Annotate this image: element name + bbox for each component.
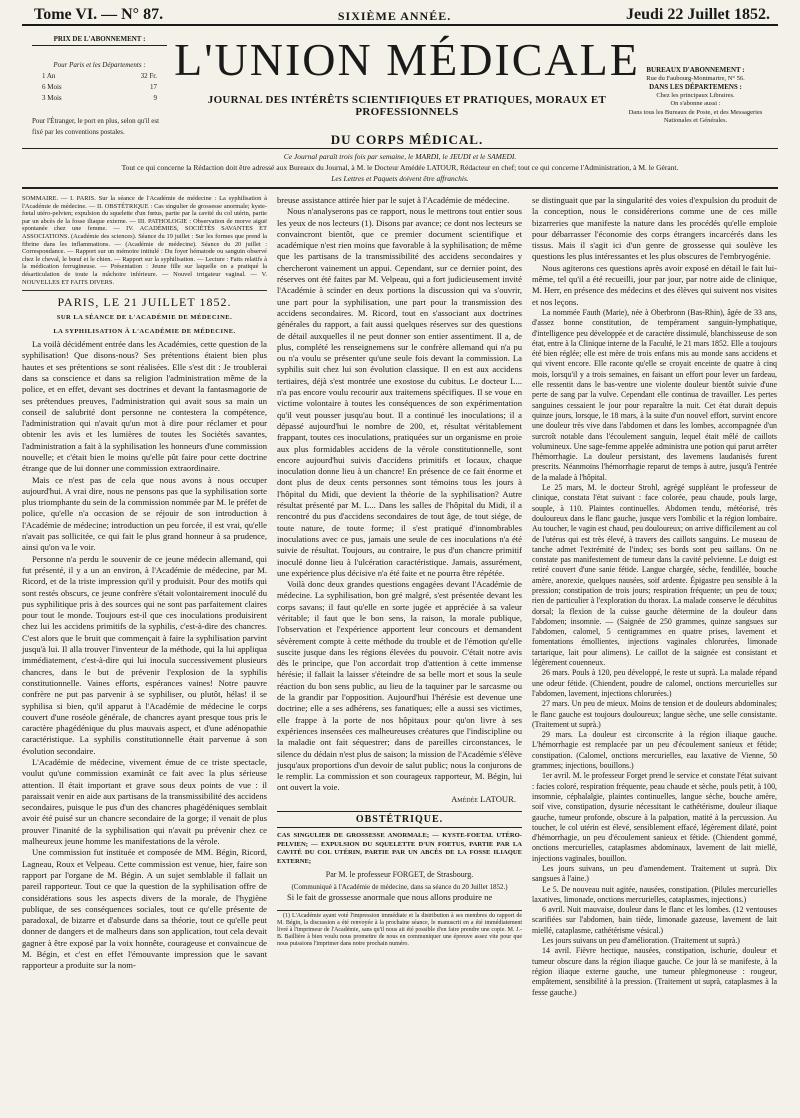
paragraph: Si le fait de grossesse anormale que nous allons produire ne [287,892,493,903]
paragraph: Personne n'a perdu le souvenir de ce jeune médecin allemand, qui fut présenté, il y a un an environ, à l'Académie de médecine, par M. Ricord, et de la triste impression qu'il y produisit. Pour des motifs qui sont restés obscurs, ce jeune confrère s'était volontairement inoculé du pus syphilitique pris à des sources qui ne sont pas parfaitement claires pour tout le monde. Toujours est-il que ces inoculations produisirent chez lui les accidens primitifs de la syphilis, c'est-à-dire des chancres. C'est alors que le bruit que commençait à faire la syphilisation parvint jusqu'à lui. Il alla trouver l'inventeur de la méthode, qui la lui appliqua immédiatement, c'est-à-dire qui lui inocula successivement plusieurs chancres, dans le but de prévenir l'explosion de la syphilis constitutionnelle. Vaines efforts, espérances vaines! Notre pauvre confrère ne put pas parvenir à se syphiliser, ou plutôt, hélas! il se syphilisa si bien, qu'il apparut à l'Académie de médecine le corps couvert d'une roséole générale, de chancres ayant presque tous pris le caractère phagédénique du plus mauvais aspect, et d'une adénopathie caractéristique. La syphilis constitutionnelle était parvenue à son évolution secondaire. [22,553,267,756]
case-paragraph: Le 5. De nouveau nuit agitée, nausées, constipation. (Pilules mercurielles laxatives, limonade, onctions mercurielles, cataplasmes, injections.) [532,884,777,904]
frequency-line: Ce Journal paraît trois fois par semaine, le MARDI, le JEUDI et le SAMEDI. [283,152,517,161]
header-bar [22,0,778,26]
offices-also: On s'abonne aussi : [670,100,721,107]
case-paragraph: 26 mars. Pouls à 120, peu développé, le reste ut suprà. La malade répand une odeur fétide. (Chiendent, poudre de calomel, onctions mercurielles sur l'abdomen, lavement, injections chlorurées.) [532,668,777,698]
year-label: SIXIÈME ANNÉE. [337,9,452,23]
subscription-prices [32,34,167,138]
case-paragraph: 29 mars. La douleur est circonscrite à la région iliaque gauche. L'hémorrhagie est remplacée par un peu d'écoulement sanieux et fétide; constipation. (Calomel, onctions mercurielles, eau laxative de Vienne, 50 grammes; injections, bouillons.) [532,730,777,771]
prices-subheading: Pour Paris et les Départements : [53,61,146,69]
journal-subtitle-2: DU CORPS MÉDICAL. [330,132,484,147]
subscription-offices [623,66,768,126]
postage-line: Les Lettres et Paquets doivent être affranchis. [331,174,469,183]
column-2 [277,195,522,998]
author-signature: Amédée LATOUR. [451,793,516,804]
issue-date: Jeudi 22 Juillet 1852. [625,6,770,23]
foreign-price-note: Pour l'Étranger, le port en plus, selon qu'il est fixé par les conventions postales. [32,117,160,136]
offices-address: Rue du Faubourg-Montmartre, N° 56. [646,74,745,82]
section-heading: SUR LA SÉANCE DE L'ACADÉMIE DE MÉDECINE. [56,314,233,322]
title-block [172,28,642,148]
offices-departments: DANS LES DÉPARTEMENS : [649,83,742,91]
tome-number: Tome VI. — N° 87. [34,6,164,23]
paragraph: La voilà décidément entrée dans les Académies, cette question de la syphilisation! Que disons-nous? Ses prétentions étaient bien plus hautes et ses prétentions se sont réalisées. Elle s'est dit : Je troublerai dans sa conscience et dans sa religion l'administration même de la police, et en effet, devant ses doctrines et devant la fantasmagorie de ses prétendues preuves, l'administration qui avait sous sa main un conseil de salubrité dont personne ne contestera la compétence, l'administration qui n'avait qu'un mot à dire pour réclamer et pour obtenir les avis et les lumières de toutes les Sociétés savantes, l'administration a fait à la syphilisation les honneurs d'une commission nouvelle; et c'était bien le moins qu'elle pût faire pour cette doctrine étrange que de lui donner une commission extraordinaire. [22,339,267,474]
publication-info [22,148,778,189]
offices-libraries: Chez les principaux Libraires. [656,91,735,99]
obstetrics-heading: OBSTÉTRIQUE. [277,811,522,828]
case-paragraph: 6 avril. Nuit mauvaise, douleur dans le flanc et les lombes. (12 ventouses scarifiées sur l'abdomen, bain tiède, limonade gazeuse, lavement de lait miellé, cataplasme, cathétérisme vésical.) [532,905,777,935]
article-columns [22,189,778,998]
footnote: (1) L'Académie ayant voté l'impression immédiate et la distribution à ses membres du rapport de M. Bégin, la discussion a été renvoyée à la prochaine séance, le manuscrit en a été immédiatement livré à l'imprimeur de l'Académie, sans qu'il nous ait été possible d'en faire prendre une copie. M. J.-B. Baillière à bien voulu nous promettre de nous en communiquer une épreuve assez vite pour que nous puissions l'imprimer dans notre prochain numéro. [277,910,522,949]
paragraph: Mais ce n'est pas de cela que nous avons à nous occuper aujourd'hui. A vrai dire, nous ne pensons pas que la syphilisation sorte plus triomphante du sein de la commission nommée par M. le préfet de police, qu'elle n'a occasion de se réjouir de son introduction à l'Académie de médecine; introduction un peu forcée, il est vrai, qu'elle n'avait pas sollicitée, ce qui fait le plus grand honneur à sa prudence, ainsi qu'on va le voir. [22,474,267,553]
prices-heading: PRIX DE L'ABONNEMENT : [32,34,167,46]
case-paragraph: 14 avril. Fièvre hectique, nausées, constipation, ischurie, douleur et tumeur obscure dans la région iliaque gauche. Ce jour là se manifeste, à la région iliaque externe gauche, une tumeur phlegmoneuse : rougeur, empâtement, sensibilité à la pression. (Traitement ut suprà, cataplasmes à la fesse gauche.) [532,946,777,997]
case-paragraph: 1er avril. M. le professeur Forget prend le service et constate l'état suivant : facies coloré, respiration fréquente, peau chaude et sèche, pouls petit, à 100, insomnie, céphalalgie, plaintes continuelles, langue sèche, bouche amère, soif vive, constipation, dysurie nécessitant le cathétérisme, douleur iliaque gauche, tumeur profonde, obscure à la palpation, matité à la percussion. Au toucher, le col utérin est élevé, sensiblement effacé, légèrement dilaté, point d'hémorrhagie, un peu d'écoulement sanieux et fétide. (Chiendent gommé, onctions mercurielles, cataplasmes abdominaux, lavement de lait miellé, injections vaginales, bouillon. [532,771,777,863]
case-title: CAS SINGULIER DE GROSSESSE ANORMALE; — KYSTE-FOETAL UTÉRO-PELVIEN; — EXPULSION DU SQUELETTE D'UN FOETUS, PARTIE PAR LA CAVITÉ DU COL UTÉRIN, PARTIE PAR UN ABCÈS DE LA FOSSE ILIAQUE EXTERNE; [277,832,522,865]
summary: SOMMAIRE. — I. PARIS. Sur la séance de l'Académie de médecine : La syphilisation à l'Académie de médecine. — II. OBSTÉTRIQUE : Cas singulier de grossesse anormale; kyste-fœtal utéro-pelvien; expulsion du squelette d'un fœtus, partie par la cavité du col utérin, partie par un abcès de la fosse iliaque externe. — III. PATHOLOGIE : Observation de morve aiguë spontanée chez une femme. — IV. ACADÉMIES, SOCIÉTÉS SAVANTES ET ASSOCIATIONS. (Académie des sciences). Séance du 19 juillet : Sur les formes que prend la fibrine dans les inflammations. — (Académie de médecine). Séance du 20 juillet : Correspondance. — Rapport sur un mémoire intitulé : Du foyer hématode ou sanguin observé chez le cheval, le bœuf et le chien. — Rapport sur la syphilisation. — Lecture : Faits relatifs à la médication ferrugineuse. — Présentation : Jeune fille sur laquelle on a pratiqué la désarticulation de toute la mâchoire inférieure. — Nouvel irrigateur vaginal. — V. NOUVELLES ET FAITS DIVERS. [22,195,267,291]
column-1 [22,195,267,998]
case-paragraph: 27 mars. Un peu de mieux. Moins de tension et de douleurs abdominales; le flanc gauche est toujours douloureux; langue sèche, une selle consistante. (Traitement ut suprà.) [532,699,777,729]
case-paragraph: Les jours suivans un peu d'amélioration. (Traitement ut suprà.) [542,936,740,946]
paragraph: Une commission fut instituée et composée de MM. Bégin, Ricord, Lagneau, Roux et Velpeau. Cette commission est venue, hier, faire son rapport par l'organe de M. Bégin. A un sujet semblable il fallait un pareil rapporteur. Tout ce que la question de la syphilisation offre de considérations sous les aspects divers de la morale, de l'hygiène publique, de ses conséquences sociales, tout ce qu'elle présente de paradoxal, de bizarre et d'absurde dans sa théorie, tout ce qu'elle peut donner de dangers et de malheurs dans son application, tout cela devait gagner à être exposé par la voix honnête, courageuse et convaincue de M. Bégin, et c'est en effet l'émouvante impression que le savant rapporteur a produite sur la nom- [22,847,267,971]
offices-post: Dans tous les Bureaux de Poste, et des Messageries Nationales et Générales. [628,108,763,124]
dateline: PARIS, LE 21 JUILLET 1852. [57,295,232,310]
price-row: 3 Mois 9 [42,94,157,102]
section-subheading: LA SYPHILISATION À L'ACADÉMIE DE MÉDECINE. [53,327,236,335]
case-paragraph: La nommée Fauth (Marie), née à Oberbronn (Bas-Rhin), âgée de 33 ans, d'assez bonne constitution, de tempérament sanguin-lymphatique, d'intelligence peu développée et de caractère dissimulé, blanchisseuse de son état, entre à la Clinique interne de la Faculté, le 21 mars 1852. Elle a toujours été bien réglée; elle est mère de trois enfans mis au monde sans accidens et qui vivent encore. Elle raconte qu'elle se croyait enceinte de quatre à cinq mois, lorsqu'il y a trois semaines, en faisant un effort pour lever un fardeau, elle ressentit dans le bas-ventre une violente douleur bientôt suivie d'une perte de sang par la vulve. Cependant elle continua de travailler. Les pertes sanguines cessaient le jour pour reparaître la nuit. Cet état durait depuis quinze jours, lorsque, le 18 mars, à la suite d'un nouvel effort, survint encore une douleur très vive dans l'abdomen et dans les lombes, accompagnée d'un surcroît notable dans l'écoulement sanguin, lequel était mêlé de caillots volumineux. Une sage-femme appelée administra une potion qui parut arrêter l'hémorrhagie. La douleur persistant, des lavemens laudanisés furent prescrits. Néanmoins l'hémorrhagie reparut de temps à autre, jusqu'à l'entrée de la malade à l'hôpital. [532,307,777,482]
paragraph: breuse assistance attirée hier par le sujet à l'Académie de médecine. [277,195,510,205]
journal-subtitle: JOURNAL DES INTÉRÊTS SCIENTIFIQUES ET PRATIQUES, MORAUX ET PROFESSIONNELS [207,94,607,118]
paragraph: Nous agiterons ces questions après avoir exposé en détail le fait lui-même, tel qu'il a été recueilli, jour par jour, par notre aide de clinique, M. Herr, en présence des médecins et des élèves qui suivent nos visites et nos leçons. [532,262,777,307]
column-3 [532,195,777,998]
address-line: Tout ce qui concerne la Rédaction doit être adressé aux Bureaux du Journal, à M. le Docteur Amédée LATOUR, Rédacteur en chef; tout ce qui concerne l'Administration, à M. le Gérant. [121,163,679,172]
communication-note: (Communiqué à l'Académie de médecine, dans sa séance du 20 Juillet 1852.) [291,883,508,892]
price-row: 6 Mois 17 [42,83,157,91]
paragraph: Voilà donc deux grandes questions engagées devant l'Académie de médecine. La syphilisation, bon gré malgré, s'est présentée devant les corps savans; il faut qu'elle en sorte jugée et appréciée à sa valeur véritable; il faut que le bon sens, la raison, la morale publique, l'observation et l'expérience apportent leur concours et demandent sévèrement compte à cette méthode du trouble et de l'émotion qu'elle suscite jusque dans les régions élevées du pouvoir. C'était notre avis dès le principe, que l'on accordait trop d'attention à cette immense hérésie; il fallait la laisser s'éteindre de sa belle mort et sous la seule réaction du bon sens public, au lieu de la taquiner par le sarcasme ou de la grandir par l'opposition. Aujourd'hui l'hérésie est devenue une doctrine; elle a ses adhérens, ses fanatiques; elle a aussi ses victimes, elle frappe à la porte de nos hôpitaux pour qu'on livre à ses expériences insensées ces malheureuses créatures que l'indiscipline ou la maladie ont fait séquestrer; dans de pareilles circonstances, le silence du dédain n'est plus de saison; la mission de l'Académie s'élève jusqu'aux proportions d'un devoir de salut public; nous la conjurons de le remplir. La commission et son courageux rapporteur, M. Bégin, lui ont ouvert la voie. [277,579,522,793]
paragraph: se distinguait que par la singularité des voies d'expulsion du produit de la conception, nous le considérerions comme une de ces mille bizarreries que manifeste la nature dans les procédés qu'elle emploie pour débarrasser l'économie des corps étrangers incarcérés dans les tissus. Mais il s'agit ici d'un genre de grossesse qui soulève les questions les plus intéressantes et les plus obscures de l'embryogénie. [532,195,777,262]
case-paragraph: Les jours suivans, un peu d'amendement. Traitement ut suprà. Dix sangsues à l'aine.) [532,864,777,884]
case-paragraph: Le 25 mars, M. le docteur Strohl, agrégé suppléant le professeur de clinique, constata l'état suivant : face colorée, peau chaude, pouls large, souple, à 110. Plaintes continuelles. Abdomen tendu, météorisé, très douloureux dans le flanc gauche, jusque vers l'ombilic et la région lombaire. Au toucher, le vagin est chaud, peu douloureux; on arrive difficilement au col de l'utérus qui est très élevé, à travers des caillots sanguins. Le museau de tanche admet l'extrémité de l'index; ses bords sont peu saillans. On ne constate pas manifestement de tumeur dans la cavité pelvienne. Le doigt est retiré couvert d'une sanie fétide. Langue chargée, sèche, fendillée, bouche amère, anorexie, quelques nausées, soif ardente. Épigastre peu sensible à la pression; constipation de trois jours; respiration fréquente; un peu de toux; rien de particulier à l'exploration du thorax. La malade conserve le décubitus dorsal; la flexion de la cuisse gauche détermine de la douleur dans l'abdomen; insomnie. — (Saignée de 250 grammes, quinze sangsues sur l'abdomen, calomel, 5 centigrammes en quatre prises, lavement et fomentations émollientes, injections vaginales chlorurées, limonade tartarique, lait pour alimens). Le caillot de la saignée est consistant et légèrement couenneux. [532,483,777,668]
masthead [22,26,778,148]
paragraph: Nous n'analyserons pas ce rapport, nous le mettrons tout entier sous les yeux de nos lecteurs (1). Disons par avance; ce dont nos lecteurs se convaincront bientôt, que ce premier document scientifique et académique n'est rien moins que favorable à la syphilisation; de même que les partisans de la transmissibilité des accidens secondaires y chercheront vainement un appui. Cependant, sur ce dernier point, des réserves ont été faites par M. Velpeau, qui a fort judicieusement invité l'Académie à scinder en deux portions la discussion qui va s'ouvrir, une part pour la syphilisation, une part pour la transmission des accidens secondaires. M. Ricord, tout en s'associant aux doctrines générales du rapport, a fait aussi quelques réserves sur des questions de détail auxquelles il ne peut donner son entier assentiment. Il a, de plus, complété les renseignemens sur le confrère allemand qui n'a pu ou n'a voulu se présenter qu'une seule fois devant la commission. La syphilis suit chez lui son évolution classique. Il en est aux accidens tertiaires, déjà s'est montrée une exostose du cubitus. Le docteur L... n'a pas encore voulu recourir aux traitemens spécifiques. Il se voue en victime volontaire à toutes les conséquences de son expérimentation qu'il veut pousser jusqu'au bout. Il a continué les inoculations; il a dépassé aujourd'hui le nombre de 200, et, résultat véritablement frappant, toutes ces inoculations, pratiquées sur un organisme en proie aux plus formidables accidens de la vérole constitutionnelle, sont encore aujourd'hui suivis d'accidens primitifs et locaux, chaque inoculation donne lieu à un chancre! En présence de ce fait énorme et dont plus de deux cents personnes sont témoins tous les jours à l'hôpital du Midi, que devient la théorie de la syphilisation? Autre résultat présenté par M. L... Dans les salles de l'hôpital du Midi, il a rencontré du pus d'accidens secondaires de tout âge, de tout siége, de toute nature, de toute forme; il s'est pratiqué d'innombrables inoculations avec ce pus, jamais une seule de ces inoculations n'a été suivie de résultat. Toujours, au contraire, le pus d'un chancre primitif inoculé donne lieu à l'ulcération caractéristique. Jamais, assurément, une expérience plus décisive n'a été faite et ne pourra être répétée. [277,206,522,578]
offices-heading: BUREAUX D'ABONNEMENT : [646,66,745,74]
journal-title: L'UNION MÉDICALE [174,34,640,85]
byline: Par M. le professeur FORGET, de Strasbourg. [325,869,474,879]
paragraph: L'Académie de médecine, vivement émue de ce triste spectacle, voulut qu'une commission examinât ce fait avec la plus sérieuse attention. Il était important et grave sous deux points de vue : il paraissait venir en aide aux partisans de la transmissibilité des accidens secondaires, puisque le pus d'un des chancres phagédéniques semblait avoir été puisé sur un chancre secondaire de la gorge; il venait de plus prouver l'inanité de la syphilisation qui n'avait pu prévenir chez ce malheureux jeune homme les manifestations de la vérole. [22,757,267,847]
price-row: 1 An 32 Fr. [42,72,157,80]
